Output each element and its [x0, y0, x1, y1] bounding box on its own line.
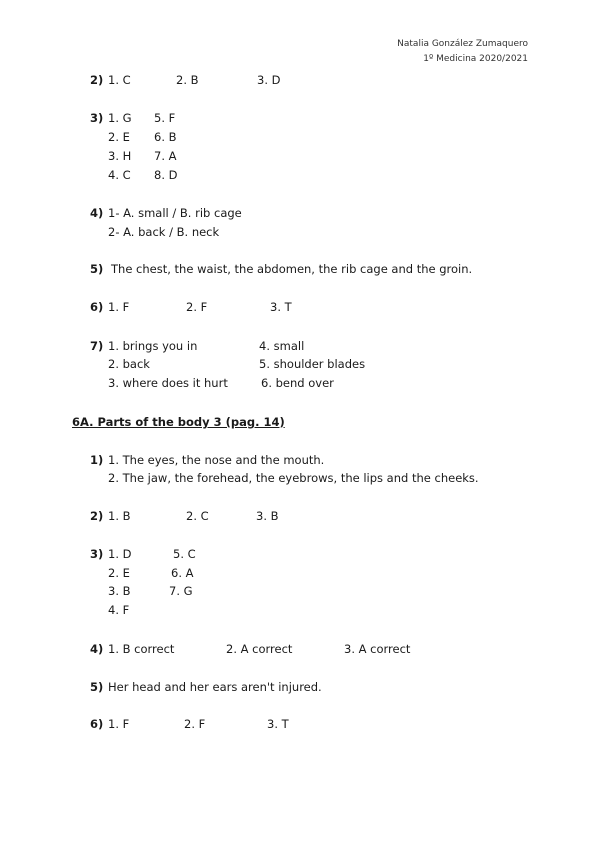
question-number: 2) — [90, 509, 104, 523]
answer-option: 3. H — [108, 149, 132, 163]
question-number: 4) — [90, 206, 104, 220]
answer-option: 6. bend over — [261, 376, 334, 390]
answer-option: 4. C — [108, 168, 131, 182]
question-number: 1) — [90, 453, 104, 467]
answer-line: 2- A. back / B. neck — [108, 225, 220, 239]
answer-option: 2. F — [184, 717, 206, 731]
answer-option: 3. where does it hurt — [108, 376, 228, 390]
answer-option: 7. G — [169, 584, 193, 598]
section-title: 6A. Parts of the body 3 (pag. 14) — [72, 415, 285, 429]
answer-option: 2. E — [108, 130, 130, 144]
answer-option: 1. F — [108, 717, 130, 731]
answer-option: 3. T — [267, 717, 289, 731]
question-number: 7) — [90, 339, 104, 353]
question-number: 3) — [90, 111, 104, 125]
answer-line: 2. The jaw, the forehead, the eyebrows, the lips and the cheeks. — [108, 471, 479, 485]
answer-option: 3. A correct — [344, 642, 411, 656]
answer-option: 2. A correct — [226, 642, 293, 656]
answer-option: 1. G — [108, 111, 132, 125]
question-number: 2) — [90, 73, 104, 87]
answer-option: 2. B — [176, 73, 199, 87]
answer-text: Her head and her ears aren't injured. — [108, 680, 322, 694]
answer-option: 2. E — [108, 566, 130, 580]
answer-text: The chest, the waist, the abdomen, the rib cage and the groin. — [111, 262, 473, 276]
answer-option: 3. B — [256, 509, 279, 523]
answer-option: 4. small — [259, 339, 305, 353]
course-info: 1º Medicina 2020/2021 — [423, 54, 528, 64]
question-number: 3) — [90, 547, 104, 561]
answer-option: 1. brings you in — [108, 339, 198, 353]
answer-option: 3. B — [108, 584, 131, 598]
answer-option: 5. shoulder blades — [259, 357, 366, 371]
question-number: 5) — [90, 680, 104, 694]
answer-option: 3. D — [257, 73, 281, 87]
answer-option: 3. T — [270, 300, 292, 314]
question-number: 4) — [90, 642, 104, 656]
answer-option: 5. F — [154, 111, 176, 125]
answer-option: 6. B — [154, 130, 177, 144]
answer-option: 5. C — [173, 547, 196, 561]
answer-option: 1. B correct — [108, 642, 175, 656]
answer-option: 1. F — [108, 300, 130, 314]
question-number: 6) — [90, 300, 104, 314]
answer-option: 7. A — [154, 149, 177, 163]
answer-option: 2. C — [186, 509, 209, 523]
question-number: 5) — [90, 262, 104, 276]
answer-option: 1. D — [108, 547, 132, 561]
answer-line: 1- A. small / B. rib cage — [108, 206, 242, 220]
answer-option: 6. A — [171, 566, 194, 580]
question-number: 6) — [90, 717, 104, 731]
answer-option: 2. F — [186, 300, 208, 314]
author-name: Natalia González Zumaquero — [397, 39, 528, 49]
answer-option: 8. D — [154, 168, 178, 182]
answer-option: 1. C — [108, 73, 131, 87]
answer-option: 4. F — [108, 603, 130, 617]
answer-option: 1. B — [108, 509, 131, 523]
answer-line: 1. The eyes, the nose and the mouth. — [108, 453, 325, 467]
page-header — [397, 37, 528, 67]
answer-option: 2. back — [108, 357, 150, 371]
